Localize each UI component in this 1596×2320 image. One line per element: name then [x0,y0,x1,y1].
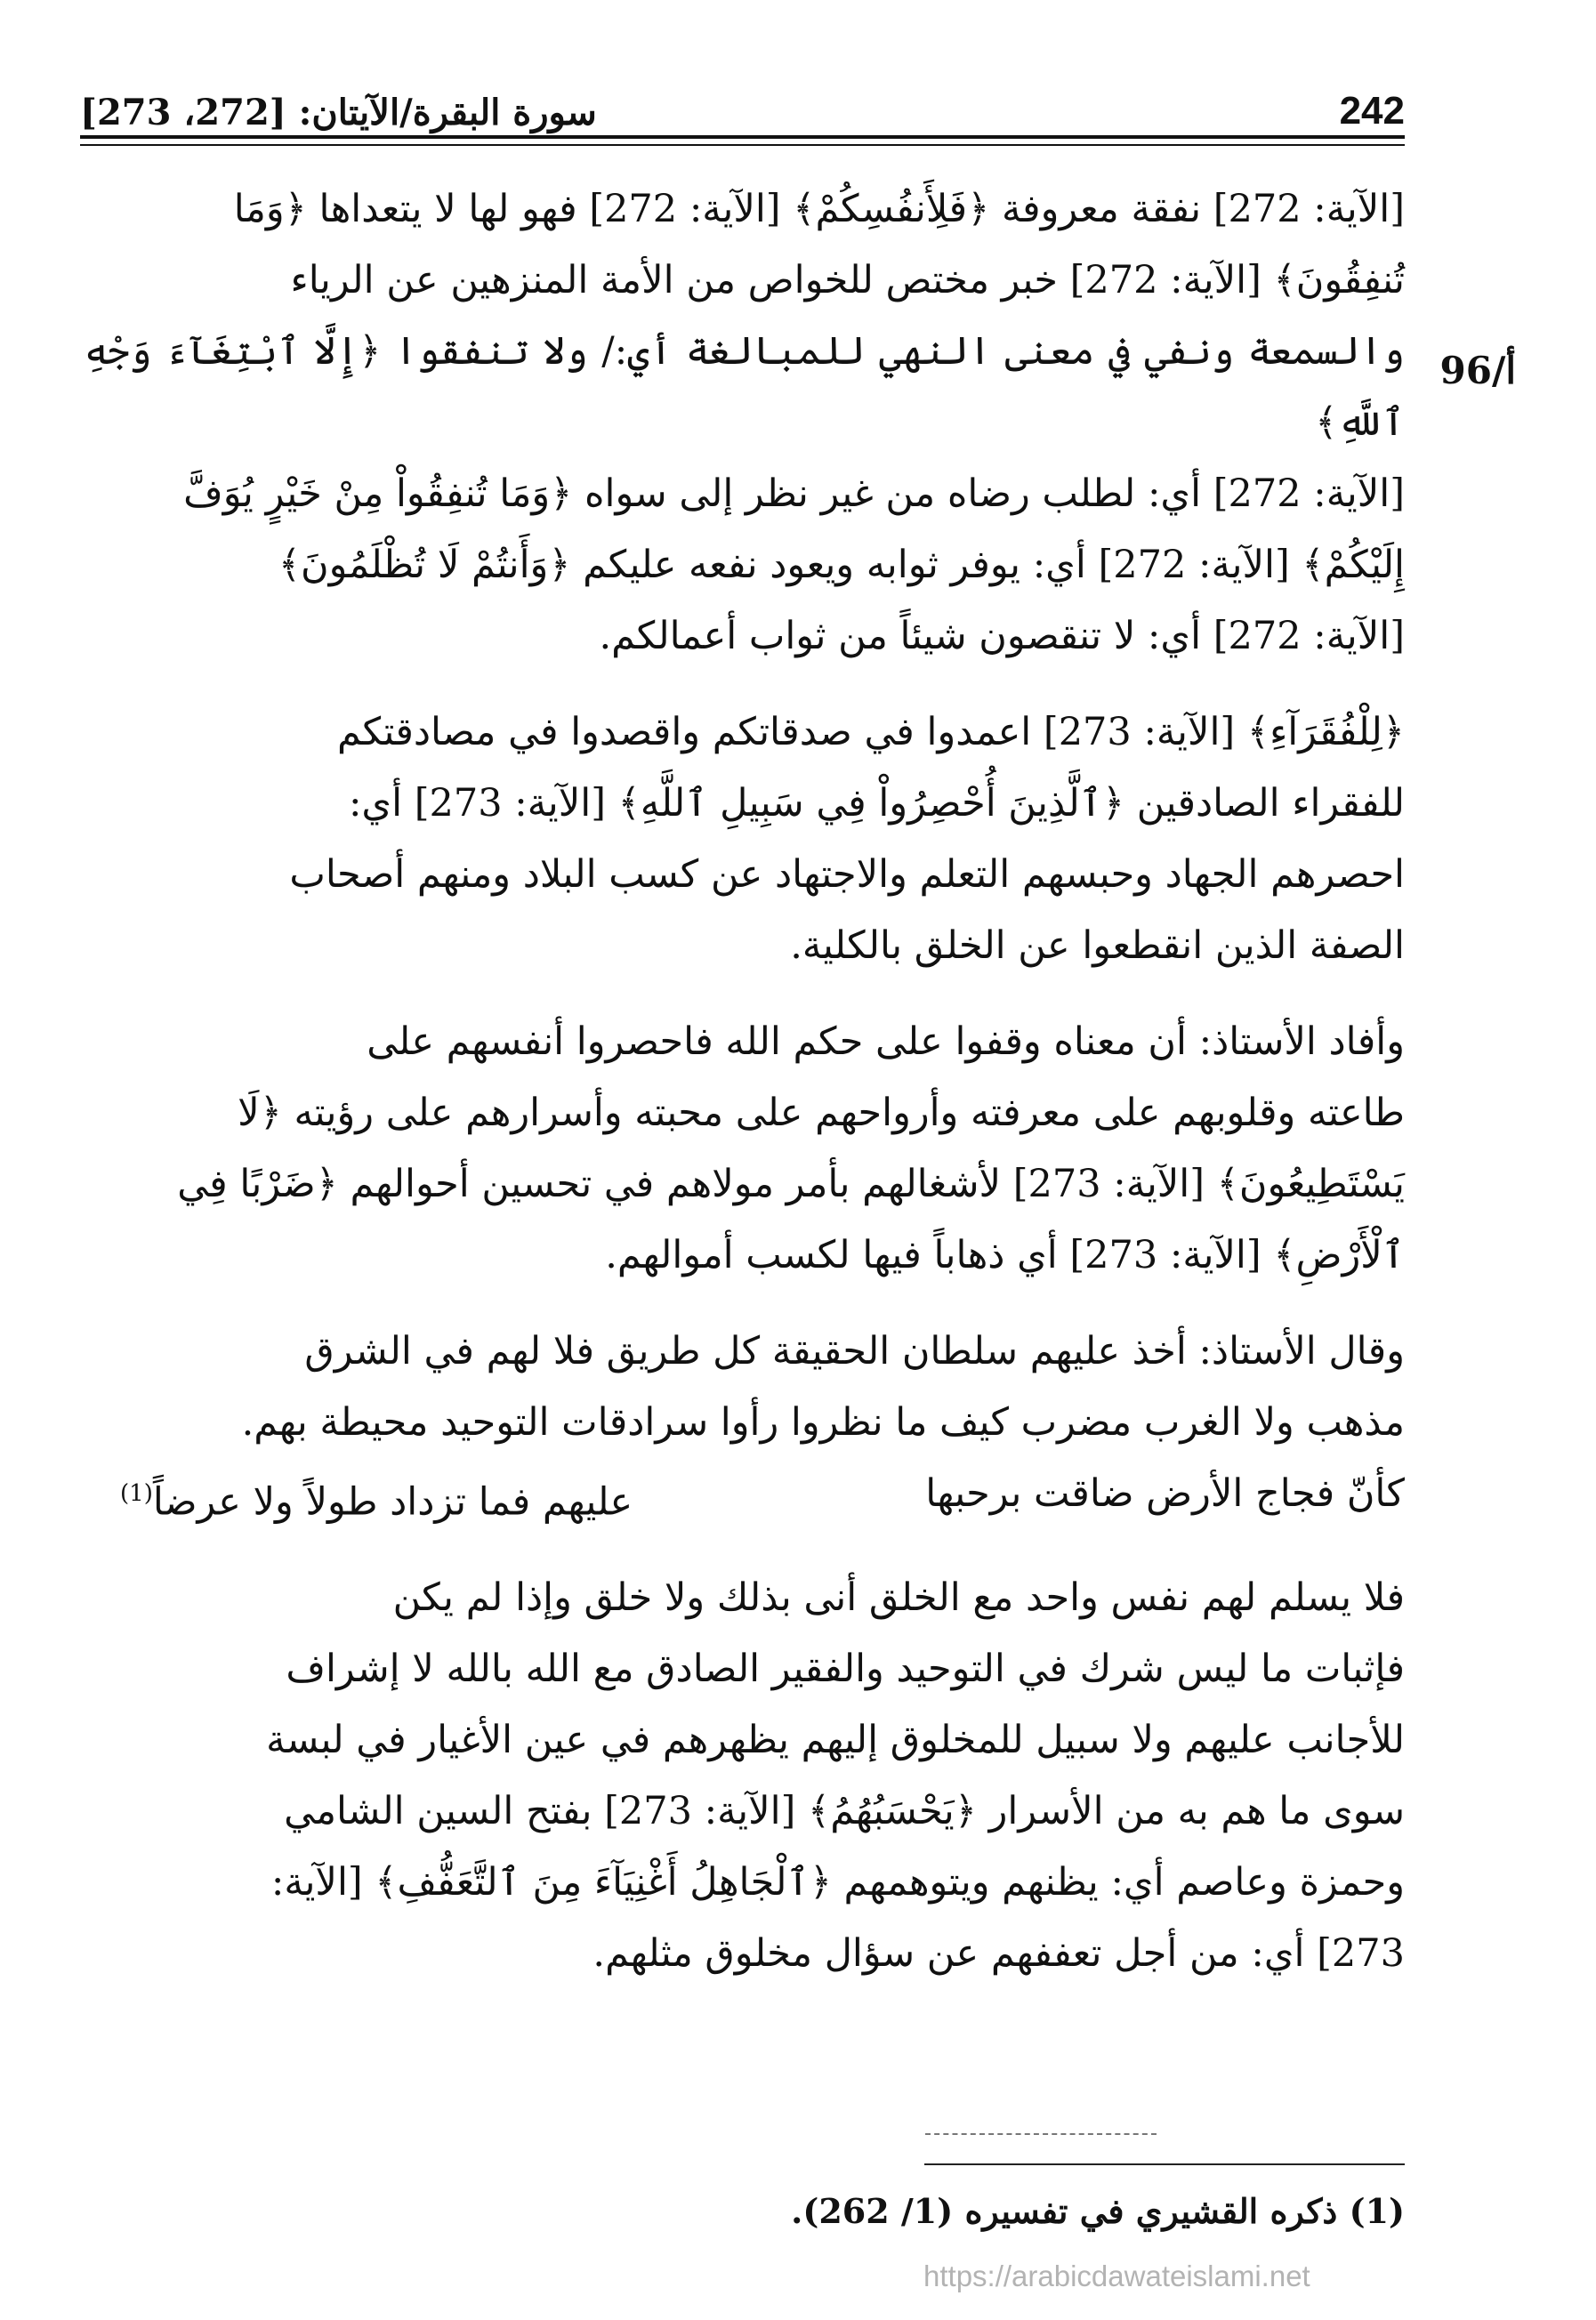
text-line: وقال الأستاذ: أخذ عليهم سلطان الحقيقة كل طريق فلا لهم في الشرق [304,1329,1405,1373]
paragraph-5 [85,1562,1405,1989]
main-text [85,173,1405,1989]
paragraph-2 [85,697,1405,981]
site-watermark: https://arabicdawateislami.net [923,2260,1310,2292]
header-rule-thin [80,144,1405,146]
text-line: [الآية: 272] أي: لطلب رضاه من غير نظر إلى سواه ﴿وَمَا تُنفِقُواْ مِنْ خَيْرٍ يُوَفَّ [183,471,1405,516]
paragraph-3 [85,1006,1405,1291]
text-line: مذهب ولا الغرب مضرب كيف ما نظروا رأوا سرادقات التوحيد محيطة بهم. [241,1400,1405,1445]
text-line: 273] أي: من أجل تعففهم عن سؤال مخلوق مثلهم. [592,1931,1405,1977]
header-rule-thick [80,135,1405,139]
text-line: الصفة الذين انقطعوا عن الخلق بالكلية. [790,923,1405,968]
page-number: 242 [1339,89,1405,133]
text-line: طاعته وقلوبهم على معرفته وأرواحهم على محبته وأسرارهم على رؤيته ﴿لَا [238,1091,1405,1135]
page-header [80,71,1405,133]
verse-hemistich-first: كأنّ فجاج الأرض ضاقت برحبها [925,1471,1405,1516]
text-line: وحمزة وعاصم أي: يظنهم ويتوهمهم ﴿ٱلْجَاهِلُ أَغْنِيَآءَ مِنَ ٱلتَّعَفُّفِ﴾ [الآية: [270,1860,1405,1905]
text-line: ﴿لِلْفُقَرَآءِ﴾ [الآية: 273] اعمدوا في صدقاتكم واقصدوا في مصادقتكم [337,710,1405,754]
running-title: سورة البقرة/الآيتان: [272، 273] [80,92,597,133]
paragraph-1 [85,173,1405,672]
text-line: تُنفِقُونَ﴾ [الآية: 272] خبر مختص للخواص من الأمة المنزهين عن الرياء [290,258,1405,302]
text-line: وأفاد الأستاذ: أن معناه وقفوا على حكم الله فاحصروا أنفسهم على [367,1019,1405,1064]
text-line: إِلَيْكُمْ﴾ [الآية: 272] أي: يوفر ثوابه ويعود نفعه عليكم ﴿وَأَنتُمْ لَا تُظْلَمُونَ﴾ [278,543,1405,587]
footnote-rule [924,2163,1405,2165]
text-line: احصرهم الجهاد وحبسهم التعلم والاجتهاد عن كسب البلاد ومنهم أصحاب [289,852,1405,897]
footnote-reference: (1) [120,1480,153,1507]
text-line: يَسْتَطِيعُونَ﴾ [الآية: 273] لأشغالهم بأمر مولاهم في تحسين أحوالهم ﴿ضَرْبًا فِي [177,1162,1405,1206]
paragraph-4 [85,1316,1405,1537]
footnote: (1) ذكره القشيري في تفسيره (1/ 262). [791,2191,1405,2231]
text-line: [الآية: 272] أي: لا تنقصون شيئاً من ثواب أعمالكم. [599,614,1405,658]
poetry-verse [85,1458,1405,1537]
text-line: والسمعة ونفي في معنى النهي للمبالغة أي:/ ولا تنفقوا ﴿إِلَّا ٱبْتِغَآءَ وَجْهِ ٱللَّهِ﴾ [85,329,1405,445]
manuscript-folio-note: 96/أ [1439,349,1516,392]
section-separator [925,2133,1157,2135]
verse-hemistich-second [120,1458,633,1537]
text-line: سوى ما هم به من الأسرار ﴿يَحْسَبُهُمُ﴾ [الآية: 273] بفتح السين الشامي [284,1789,1405,1834]
text-line: ٱلْأَرْضِ﴾ [الآية: 273] أي ذهاباً فيها لكسب أموالهم. [605,1233,1405,1277]
text-line: للفقراء الصادقين ﴿ٱلَّذِينَ أُحْصِرُواْ فِي سَبِيلِ ٱللَّهِ﴾ [الآية: 273] أي: [348,781,1405,826]
text-line: للأجانب عليهم ولا سبيل للمخلوق إليهم يظهرهم في عين الأغيار في لبسة [266,1718,1405,1763]
text-line: [الآية: 272] نفقة معروفة ﴿فَلِأَنفُسِكُمْ﴾ [الآية: 272] فهو لها لا يتعداها ﴿وَمَا [233,187,1405,231]
text-line: فلا يسلم لهم نفس واحد مع الخلق أنى بذلك ولا خلق وإذا لم يكن [392,1575,1405,1621]
text-line: فإثبات ما ليس شرك في التوحيد والفقير الصادق مع الله بالله لا إشراف [286,1647,1405,1692]
verse-hemistich-text: عليهم فما تزداد طولاً ولا عرضاً [152,1479,633,1525]
